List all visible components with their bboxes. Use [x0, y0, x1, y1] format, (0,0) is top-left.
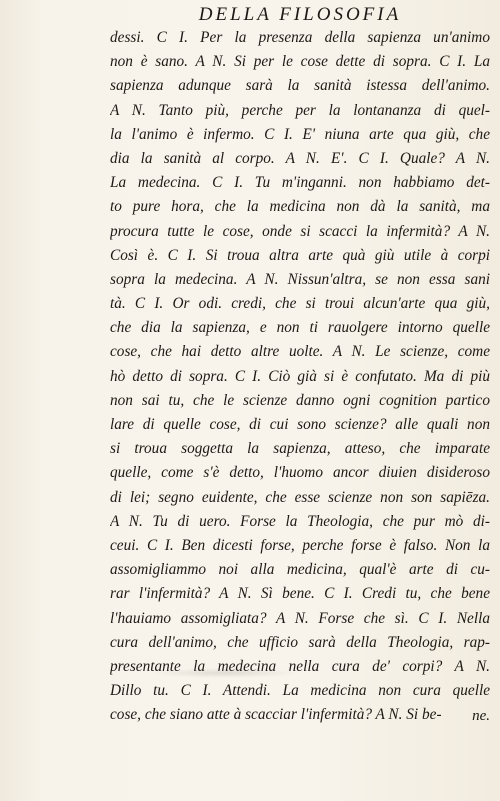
text-line: di lei; segno euidente, che esse scienze non son sapiēza. — [110, 488, 490, 506]
text-line: cose, che hai detto altre uolte. A N. Le scienze, come — [110, 343, 490, 361]
text-line: sopra la medecina. A N. Nissun'altra, se non essa sani — [110, 270, 490, 288]
text-line: rar l'infermità? A N. Sì bene. C I. Credi tu, che bene — [110, 585, 490, 603]
text-line: si troua soggetta la sapienza, atteso, che imparate — [110, 440, 490, 458]
text-line: sapienza adunque sarà la sanità istessa dell'animo. — [110, 77, 490, 95]
text-line: dia la sanità al corpo. A N. E'. C I. Quale? A N. — [110, 149, 490, 167]
text-line: hò detto di sopra. C I. Ciò già si è confutato. Ma di più — [110, 367, 490, 385]
text-line: ceui. C I. Ben dicesti forse, perche forse è falso. Non la — [110, 536, 490, 554]
ink-smudge — [150, 668, 300, 678]
text-line: to pure hora, che la medicina non dà la sanità, ma — [110, 198, 490, 216]
text-line: A N. Tu di uero. Forse la Theologia, che pur mò di- — [110, 512, 490, 530]
text-line: l'hauiamo assomigliata? A N. Forse che sì. C I. Nella — [110, 609, 490, 627]
text-line: che dia la sapienza, e non ti rauolgere intorno quelle — [110, 319, 490, 337]
text-line: tà. C I. Or odi. credi, che si troui alcun'arte qua giù, — [110, 295, 490, 313]
text-line: cose, che siano atte à scacciar l'infermità? A N. Si be- — [110, 706, 442, 724]
body-text — [110, 26, 490, 727]
text-line: A N. Tanto più, perche per la lontananza di quel- — [110, 101, 490, 119]
running-head: DELLA FILOSOFIA — [198, 4, 402, 25]
text-line: Dillo tu. C I. Attendi. La medicina non cura quelle — [110, 682, 490, 700]
catchword: ne. — [472, 708, 490, 724]
text-line: non sai tu, che le scienze danno ogni cognition partico — [110, 391, 490, 409]
text-line: procura tutte le cose, onde si scacci la infermità? A N. — [110, 222, 490, 240]
text-line: La medecina. C I. Tu m'inganni. non habbiamo det- — [110, 174, 490, 192]
text-line: assomigliammo noi alla medicina, qual'è arte di cu- — [110, 561, 490, 579]
text-line: cura dell'animo, che ufficio sarà della Theologia, rap- — [110, 633, 490, 651]
text-line: Così è. C I. Si troua altra arte quà giù utile à corpi — [110, 246, 490, 264]
text-line: presentante la medecina nella cura de' corpi? A N. — [110, 657, 490, 675]
text-line: dessi. C I. Per la presenza della sapienza un'animo — [110, 29, 490, 46]
text-line: quelle, come s'è detto, l'huomo ancor diuien disideroso — [110, 464, 490, 482]
text-line: la l'animo è infermo. C I. E' niuna arte qua giù, che — [110, 125, 490, 143]
text-line: lare di quelle cose, di cui sono scienze? alle quali non — [110, 416, 490, 433]
text-line: non è sano. A N. Si per le cose dette di sopra. C I. La — [110, 53, 490, 71]
